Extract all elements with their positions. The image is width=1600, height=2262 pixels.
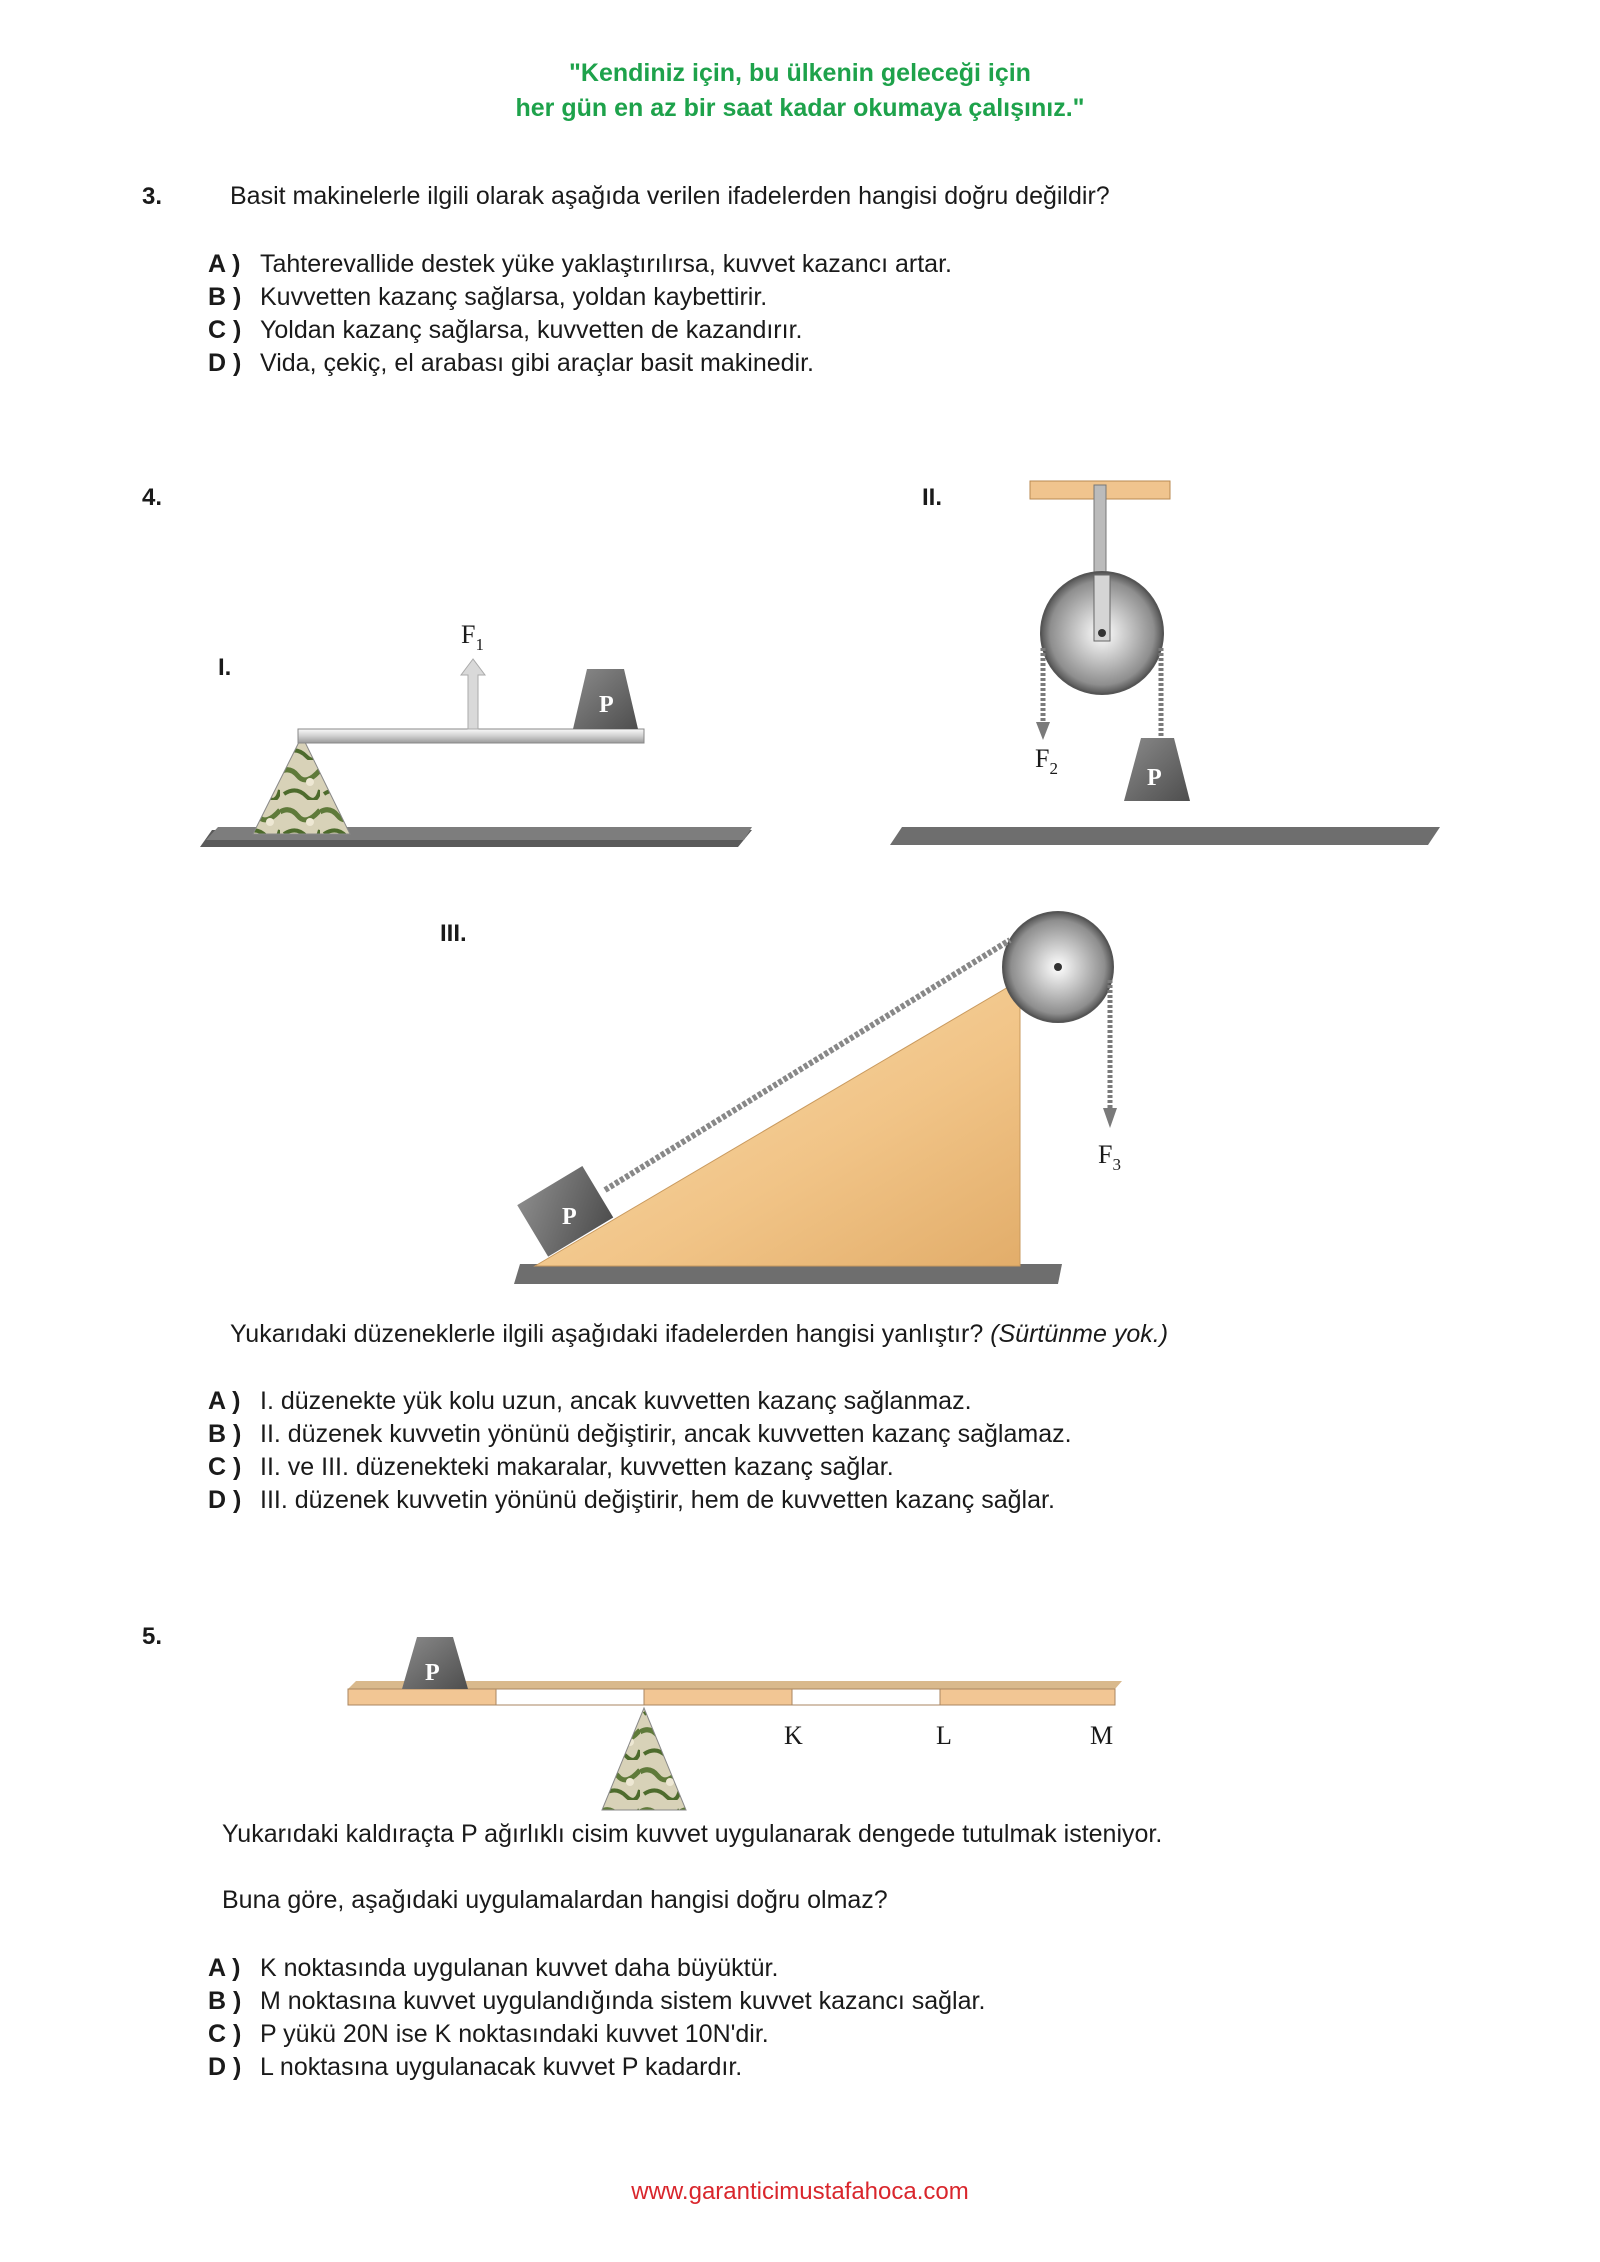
- segment-1: [348, 1689, 496, 1705]
- option-text: Yoldan kazanç sağlarsa, kuvvetten de kazandırır.: [260, 316, 803, 344]
- force-label-f1: $F_1$: [461, 620, 484, 654]
- lever-plank: [298, 729, 644, 743]
- segment-5: [940, 1689, 1115, 1705]
- weight-label: P: [1147, 765, 1162, 791]
- force-arrow-up: [461, 659, 485, 729]
- option-text: Vida, çekiç, el arabası gibi araçlar basit makinedir.: [260, 349, 814, 377]
- ground: [890, 827, 1440, 845]
- option-d[interactable]: [208, 1484, 1072, 1517]
- pulley-center: [1098, 629, 1106, 637]
- option-letter: D ): [208, 1486, 242, 1514]
- question-4-stem-main: Yukarıdaki düzeneklerle ilgili aşağıdaki ifadelerden hangisi yanlıştır?: [230, 1320, 984, 1348]
- option-b[interactable]: [208, 1418, 1072, 1451]
- option-letter: C ): [208, 316, 242, 344]
- option-a[interactable]: [208, 1952, 985, 1985]
- option-text: Kuvvetten kazanç sağlarsa, yoldan kaybettirir.: [260, 283, 768, 311]
- option-text: M noktasına kuvvet uygulandığında sistem kuvvet kazancı sağlar.: [260, 1987, 986, 2015]
- wooden-ramp: [535, 980, 1020, 1266]
- ground: [514, 1264, 1062, 1284]
- footer-url[interactable]: www.garanticimustafahoca.com: [631, 2178, 969, 2205]
- segment-3: [644, 1689, 792, 1705]
- hanger-rod: [1094, 485, 1106, 577]
- option-text: K noktasında uygulanan kuvvet daha büyüktür.: [260, 1954, 779, 1982]
- question-5-stem-1: Yukarıdaki kaldıraçta P ağırlıklı cisim kuvvet uygulanarak dengede tutulmak isteniyor.: [222, 1820, 1163, 1848]
- question-3-stem: Basit makinelerle ilgili olarak aşağıda verilen ifadelerden hangisi doğru değildir?: [230, 182, 1110, 210]
- force-label-f2: $F_2$: [1035, 744, 1058, 778]
- point-k-label: K: [784, 1721, 803, 1750]
- weight-label: P: [562, 1204, 577, 1230]
- question-4-stem-note: (Sürtünme yok.): [990, 1320, 1169, 1348]
- option-letter: B ): [208, 1987, 242, 2015]
- option-text: Tahterevallide destek yüke yaklaştırılırsa, kuvvet kazancı artar.: [260, 250, 952, 278]
- point-l-label: L: [936, 1721, 952, 1750]
- question-3-number: 3.: [142, 183, 163, 210]
- figure-3-incline: [514, 912, 1121, 1284]
- option-text: II. düzenek kuvvetin yönünü değiştirir, ancak kuvvetten kazanç sağlamaz.: [260, 1420, 1072, 1448]
- weight-label: P: [599, 692, 614, 718]
- question-4-stem: [230, 1318, 1168, 1350]
- option-d[interactable]: [208, 2051, 985, 2084]
- option-letter: C ): [208, 1453, 242, 1481]
- figure-label-3: III.: [440, 920, 467, 947]
- option-letter: A ): [208, 1387, 241, 1415]
- force-label-f3: $F_3$: [1098, 1140, 1121, 1174]
- figure-1-lever: [200, 620, 752, 847]
- option-c[interactable]: [208, 2018, 985, 2051]
- question-4-number: 4.: [142, 484, 163, 511]
- option-letter: D ): [208, 349, 242, 377]
- option-c[interactable]: [208, 1451, 1072, 1484]
- point-m-label: M: [1090, 1721, 1114, 1750]
- weight-label: P: [425, 1660, 440, 1686]
- segment-4: [792, 1689, 940, 1705]
- option-letter: B ): [208, 1420, 242, 1448]
- option-text: L noktasına uygulanacak kuvvet P kadardır.: [260, 2053, 743, 2081]
- option-text: I. düzenekte yük kolu uzun, ancak kuvvetten kazanç sağlanmaz.: [260, 1387, 972, 1415]
- option-letter: B ): [208, 283, 242, 311]
- option-letter: C ): [208, 2020, 242, 2048]
- question-4-options: [208, 1385, 1072, 1517]
- force-arrow-down: [1103, 1108, 1117, 1128]
- fulcrum-stone: [602, 1708, 686, 1810]
- figure-2-pulley: [890, 481, 1440, 845]
- figure-label-1: I.: [218, 654, 232, 681]
- option-text: II. ve III. düzenekteki makaralar, kuvvetten kazanç sağlar.: [260, 1453, 894, 1481]
- option-text: P yükü 20N ise K noktasındaki kuvvet 10N'dir.: [260, 2020, 769, 2048]
- question-5-stem-2: Buna göre, aşağıdaki uygulamalardan hangisi doğru olmaz?: [222, 1886, 888, 1914]
- question-5-options: [208, 1952, 985, 2084]
- option-letter: D ): [208, 2053, 242, 2081]
- option-letter: A ): [208, 250, 241, 278]
- motto-line-2: her gün en az bir saat kadar okumaya çalışınız.": [515, 94, 1085, 122]
- option-a[interactable]: [208, 1385, 1072, 1418]
- motto-line-1: "Kendiniz için, bu ülkenin geleceği için: [569, 59, 1031, 87]
- option-b[interactable]: [208, 1985, 985, 2018]
- question-5-figure: [348, 1637, 1122, 1810]
- question-5-number: 5.: [142, 1623, 163, 1650]
- force-arrow-down: [1036, 722, 1050, 740]
- segment-2: [496, 1689, 644, 1705]
- option-letter: A ): [208, 1954, 241, 1982]
- option-text: III. düzenek kuvvetin yönünü değiştirir, hem de kuvvetten kazanç sağlar.: [260, 1486, 1055, 1514]
- fulcrum-stone: [253, 736, 350, 834]
- pulley-center: [1054, 963, 1062, 971]
- figure-label-2: II.: [922, 484, 943, 511]
